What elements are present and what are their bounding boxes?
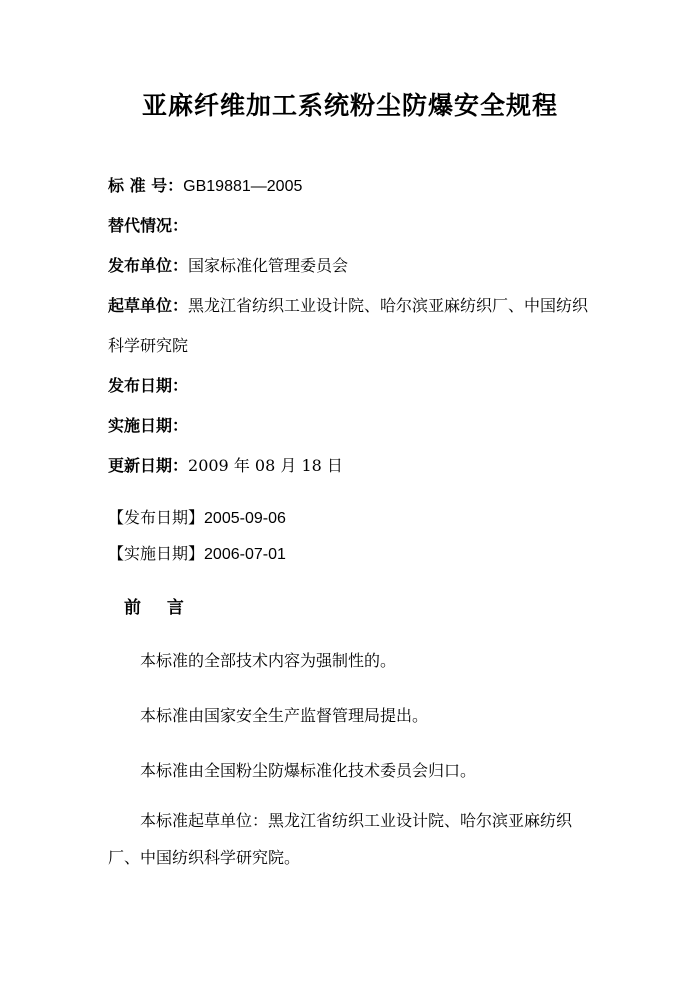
meta-drafting-units <box>108 286 603 366</box>
meta-label: 起草单位： <box>108 296 189 315</box>
meta-publisher <box>108 246 608 286</box>
meta-value: 黑龙江省纺织工业设计院、哈尔滨亚麻纺织厂、中国纺织科学研究院 <box>108 296 589 355</box>
meta-standard-number <box>108 166 608 207</box>
effective-date-line <box>108 539 286 570</box>
preface-heading: 前 言 <box>124 598 194 618</box>
preface-paragraph: 本标准起草单位：黑龙江省纺织工业设计院、哈尔滨亚麻纺织厂、中国纺织科学研究院。 <box>108 811 573 867</box>
meta-label: 更新日期： <box>108 456 189 475</box>
meta-replacement <box>108 206 608 246</box>
preface-paragraph: 本标准的全部技术内容为强制性的。 <box>140 651 397 670</box>
meta-label: 发布日期： <box>108 376 189 395</box>
meta-value: GB19881—2005 <box>183 178 303 195</box>
meta-label: 实施日期： <box>108 416 189 435</box>
meta-label: 标 准 号： <box>108 176 184 195</box>
date-label: 【发布日期】 <box>108 508 205 527</box>
publish-date-line <box>108 503 286 534</box>
meta-label: 发布单位： <box>108 256 189 275</box>
meta-effective-date <box>108 406 608 446</box>
meta-publish-date <box>108 366 608 406</box>
date-value: 2006-07-01 <box>204 546 286 563</box>
document-title: 亚麻纤维加工系统粉尘防爆安全规程 <box>141 91 558 120</box>
meta-value: 2009 年 08 月 18 日 <box>188 456 343 475</box>
preface-paragraph: 本标准由国家安全生产监督管理局提出。 <box>140 706 429 725</box>
preface-paragraph: 本标准由全国粉尘防爆标准化技术委员会归口。 <box>140 761 477 780</box>
meta-update-date <box>108 446 608 486</box>
meta-label: 替代情况： <box>108 216 189 235</box>
date-value: 2005-09-06 <box>204 510 286 527</box>
date-label: 【实施日期】 <box>108 544 205 563</box>
meta-value: 国家标准化管理委员会 <box>188 256 349 275</box>
